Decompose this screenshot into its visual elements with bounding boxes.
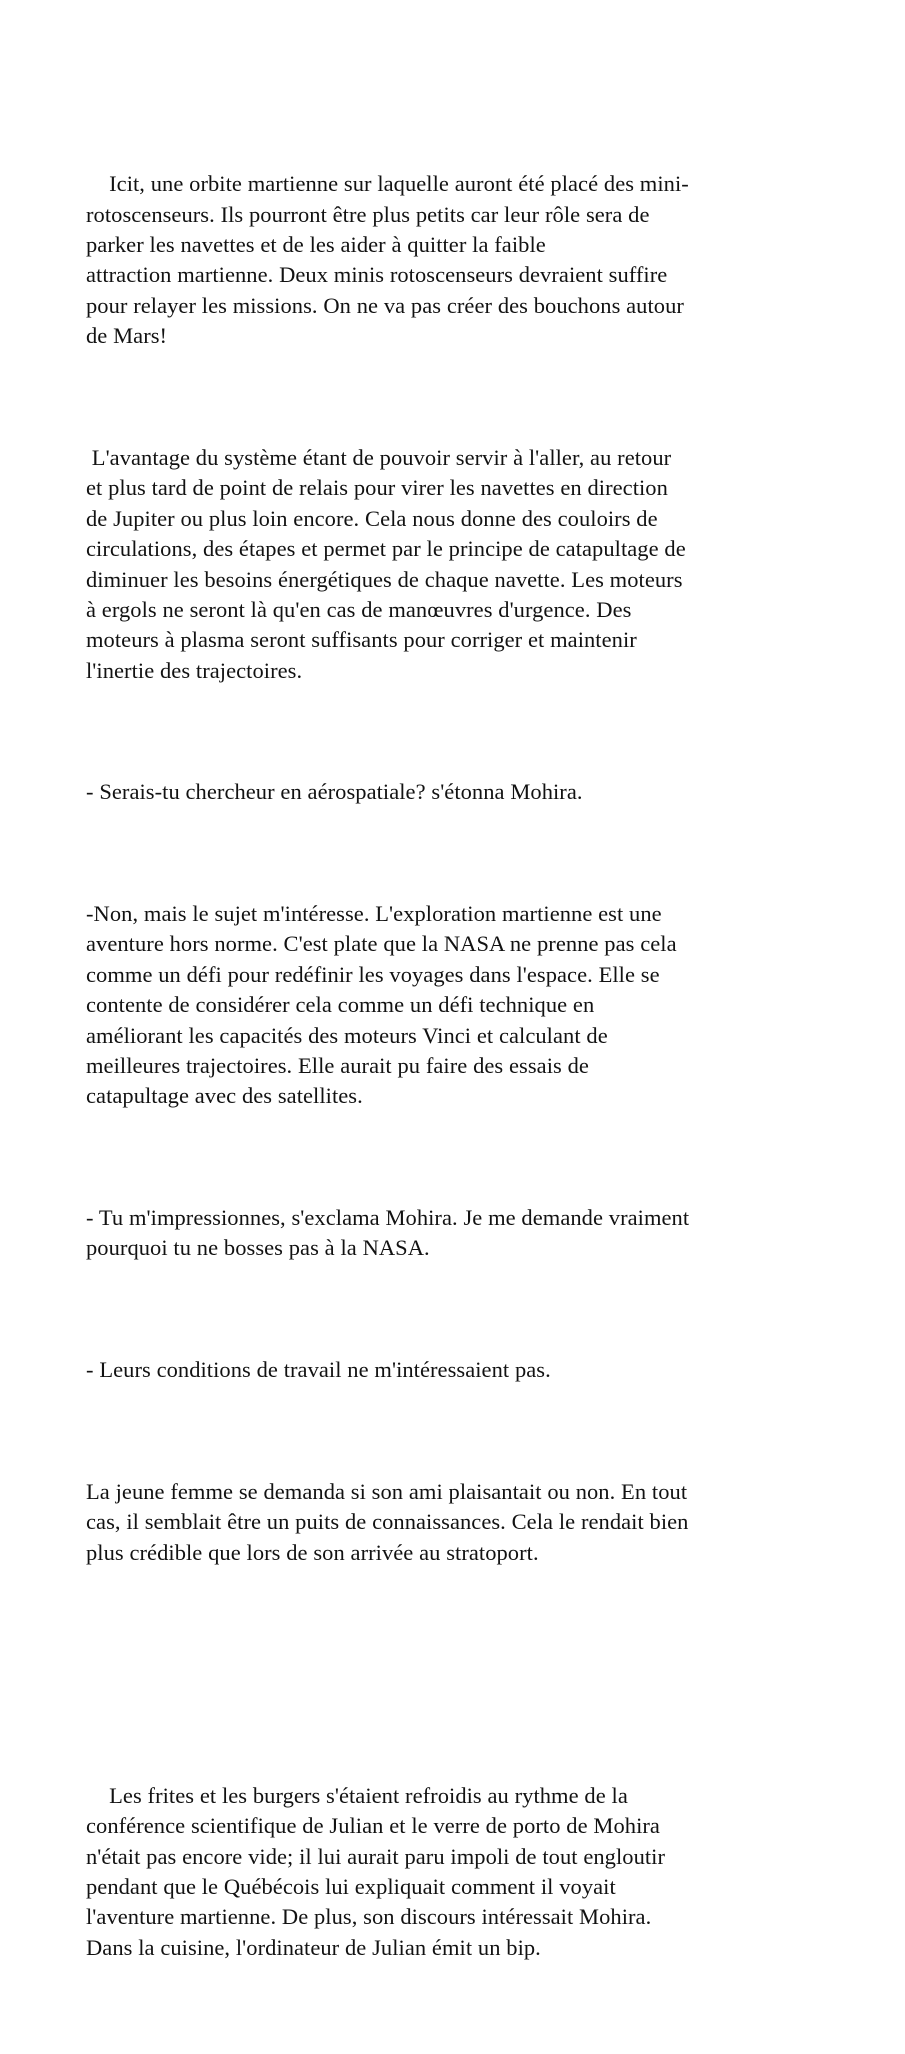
document-body bbox=[86, 78, 805, 2054]
paragraph-2: L'avantage du système étant de pouvoir servir à l'aller, au retour et plus tard de point de relais pour virer les navettes en direction de Jupiter ou plus loin encore. Cela nous donne des couloirs de circulations, des étapes et permet par le principe de catapultage de diminuer les besoins énergétiques de chaque navette. Les moteurs à ergols ne seront là qu'en cas de manœuvres d'urgence. Des moteurs à plasma seront suffisants pour corriger et maintenir l'inertie des trajectoires. bbox=[86, 444, 686, 683]
paragraph-1: Icit, une orbite martienne sur laquelle auront été placé des mini- rotoscenseurs. Ils pourront être plus petits car leur rôle sera de parker les navettes et de les aider à quitter la faible attraction martienne. Deux minis rotoscenseurs devraient suffire pour relayer les missions. On ne va pas créer des bouchons autour de Mars! bbox=[86, 171, 689, 349]
paragraph-3-dialogue-serais-tu: - Serais-tu chercheur en aérospatiale? s'étonna Mohira. bbox=[86, 779, 583, 805]
paragraph-7: La jeune femme se demanda si son ami plaisantait ou non. En tout cas, il semblait être un puits de connaissances. Cela le rendait bien plus crédible que lors de son arrivée au stratoport. bbox=[86, 1478, 689, 1565]
paragraph-break-spacer bbox=[86, 1659, 805, 1689]
paragraph-5-dialogue-tu-mimpressionnes: - Tu m'impressionnes, s'exclama Mohira. Je me demande vraiment pourquoi tu ne bosses pas à la NASA. bbox=[86, 1205, 690, 1261]
paragraph-4-dialogue-non: -Non, mais le sujet m'intéresse. L'exploration martienne est une aventure hors norme. C'est plate que la NASA ne prenne pas cela comme un défi pour redéfinir les voyages dans l'espace. Elle se contente de considérer cela comme un défi technique en améliorant les capacités des moteurs Vinci et calculant de meilleures trajectoires. Elle aurait pu faire des essais de catapultage avec des satellites. bbox=[86, 900, 677, 1109]
paragraph-8: Les frites et les burgers s'étaient refroidis au rythme de la conférence scientifique de Julian et le verre de porto de Mohira n'était pas encore vide; il lui aurait paru impoli de tout engloutir pendant que le Québécois lui expliquait comment il voyait l'aventure martienne. De plus, son discours intéressait Mohira. Dans la cuisine, l'ordinateur de Julian émit un bip. bbox=[86, 1782, 666, 1960]
paragraph-6-dialogue-leurs-conditions: - Leurs conditions de travail ne m'intéressaient pas. bbox=[86, 1357, 551, 1383]
